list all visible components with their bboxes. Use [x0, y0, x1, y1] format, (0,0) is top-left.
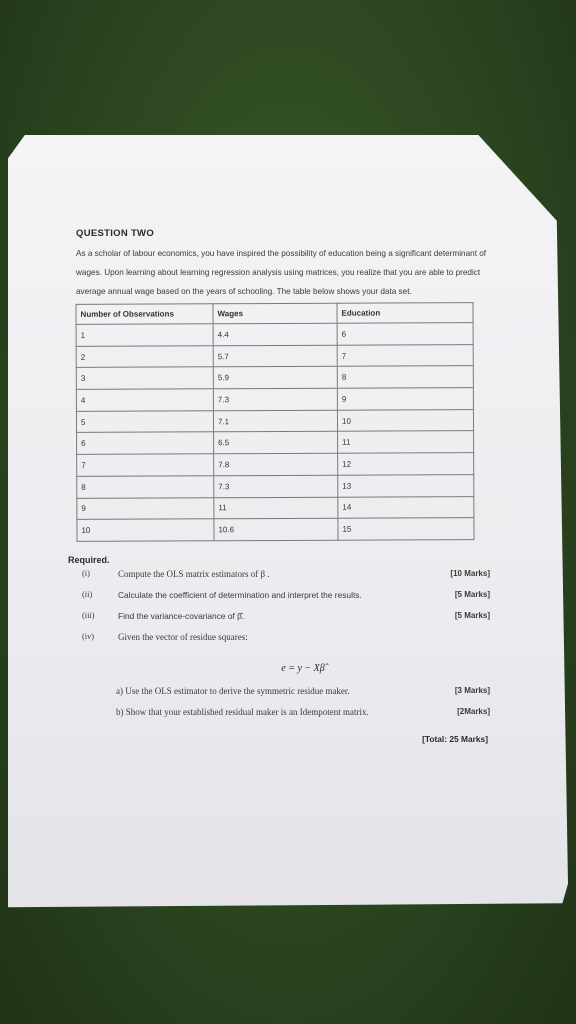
- item-number: (iv): [82, 631, 95, 641]
- cell-observation: 2: [76, 345, 213, 367]
- item-text: Compute the OLS matrix estimators of β .: [118, 568, 270, 579]
- cell-wage: 6.5: [214, 432, 338, 454]
- cell-education: 10: [337, 409, 473, 431]
- sub-item: [68, 703, 498, 724]
- item-text: Given the vector of residue squares:: [118, 631, 248, 642]
- data-table: [75, 302, 474, 542]
- cell-wage: 11: [214, 497, 338, 519]
- cell-wage: 5.9: [213, 367, 337, 389]
- required-item: [68, 607, 498, 628]
- item-marks: [10 Marks]: [450, 568, 490, 578]
- header-wages: Wages: [213, 303, 337, 324]
- cell-education: 9: [337, 388, 473, 410]
- item-text: Find the variance-covariance of β̂.: [118, 610, 245, 621]
- cell-observation: 8: [77, 476, 214, 498]
- table-row: [76, 409, 473, 432]
- item-number: (ii): [82, 589, 93, 599]
- cell-wage: 4.4: [213, 323, 337, 345]
- cell-education: 14: [338, 496, 474, 518]
- question-content: [68, 228, 498, 744]
- question-intro: As a scholar of labour economics, you have inspired the possibility of education being a significant determinant of wages. Upon learning about learning regression analysis using matrices, you realize that you are able to predict average annual wage based on the years of schooling. The table below shows your data set.: [76, 249, 487, 296]
- sub-item-text: b) Show that your established residual maker is an Idempotent matrix.: [116, 706, 369, 717]
- item-number: (i): [82, 568, 90, 578]
- table-row: [77, 474, 474, 497]
- sub-item: [68, 682, 498, 703]
- required-item: [68, 565, 498, 586]
- residual-equation: e = y − Xβ̂: [281, 662, 325, 674]
- cell-education: 13: [338, 474, 474, 496]
- cell-observation: 9: [77, 497, 214, 519]
- sub-item-marks: [2Marks]: [457, 706, 490, 716]
- cell-wage: 5.7: [213, 345, 337, 367]
- table-row: [77, 453, 474, 476]
- cell-wage: 7.1: [213, 410, 337, 432]
- required-label: Required.: [68, 554, 110, 565]
- header-observations: Number of Observations: [76, 304, 213, 325]
- cell-education: 7: [337, 344, 473, 366]
- table-row: [77, 431, 474, 454]
- table-row: [77, 496, 474, 519]
- sub-item-marks: [3 Marks]: [454, 685, 490, 695]
- cell-education: 12: [338, 453, 474, 475]
- cell-wage: 7.8: [214, 453, 338, 475]
- item-number: (iii): [82, 610, 95, 620]
- question-title: QUESTION TWO: [76, 228, 155, 239]
- total-marks: [Total: 25 Marks]: [422, 733, 488, 744]
- cell-observation: 3: [76, 367, 213, 389]
- cell-education: 15: [338, 518, 474, 540]
- cell-education: 6: [337, 323, 473, 345]
- cell-wage: 7.3: [214, 475, 338, 497]
- required-item: [68, 586, 498, 607]
- cell-education: 11: [338, 431, 474, 453]
- sub-item-text: a) Use the OLS estimator to derive the symmetric residue maker.: [116, 685, 350, 696]
- cell-wage: 7.3: [213, 388, 337, 410]
- cell-observation: 10: [77, 519, 214, 541]
- table-row: [76, 323, 473, 346]
- item-text: Calculate the coefficient of determination and interpret the results.: [118, 589, 362, 600]
- cell-observation: 7: [77, 454, 214, 476]
- table-row: [76, 388, 473, 411]
- table-row: [77, 518, 474, 541]
- required-item: [68, 628, 498, 649]
- table-header-row: [76, 303, 473, 325]
- cell-observation: 5: [76, 411, 213, 433]
- table-row: [76, 344, 473, 367]
- cell-observation: 1: [76, 324, 213, 346]
- header-education: Education: [337, 303, 473, 324]
- cell-observation: 4: [76, 389, 213, 411]
- cell-wage: 10.6: [214, 518, 338, 540]
- item-marks: [5 Marks]: [454, 589, 490, 599]
- cell-observation: 6: [77, 432, 214, 454]
- cell-education: 8: [337, 366, 473, 388]
- table-row: [76, 366, 473, 389]
- item-marks: [5 Marks]: [454, 610, 490, 620]
